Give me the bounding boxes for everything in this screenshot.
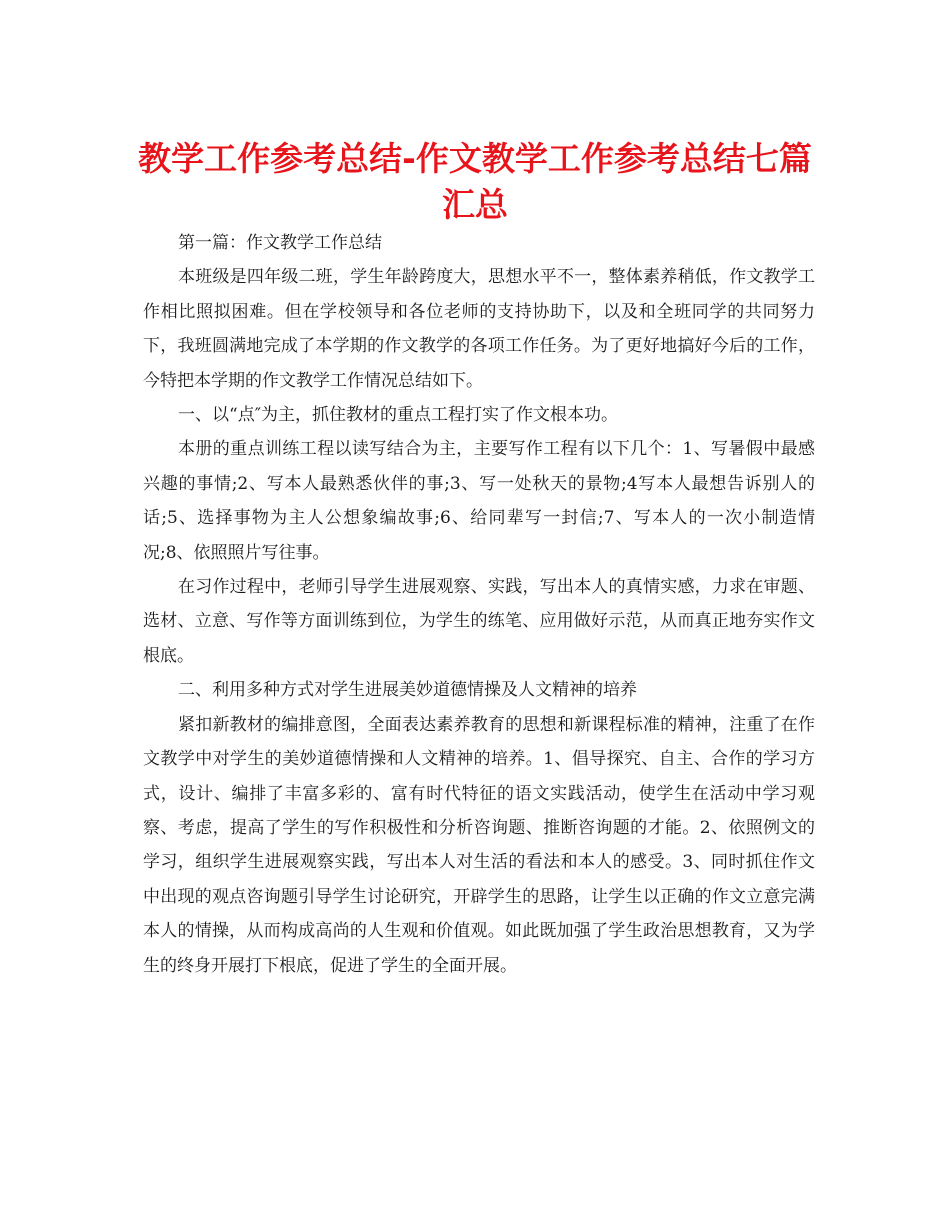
document-title: 教学工作参考总结-作文教学工作参考总结七篇汇总 bbox=[138, 139, 812, 224]
section-heading-part-one: 第一篇：作文教学工作总结 bbox=[178, 233, 382, 253]
body-paragraph: 本班级是四年级二班，学生年龄跨度大，思想水平不一，整体素养稍低，作文教学工作相比照拟困难。但在学校领导和各位老师的支持协助下，以及和全班同学的共同努力下，我班圆满地完成了本学期的作文教学的各项工作任务。为了更好地搞好今后的工作，今特把本学期的作文教学工作情况总结如下。 bbox=[143, 267, 815, 391]
section-heading-one: 一、以“点″为主，抓住教材的重点工程打实了作文根本功。 bbox=[178, 405, 619, 426]
body-paragraph: 在习作过程中，老师引导学生进展观察、实践，写出本人的真情实感，力求在审题、选材、立意、写作等方面训练到位，为学生的练笔、应用做好示范，从而真正地夯实作文根底。 bbox=[143, 577, 815, 666]
document-body bbox=[143, 226, 815, 983]
section-heading-two: 二、利用多种方式对学生进展美妙道德情操及人文精神的培养 bbox=[178, 680, 637, 701]
body-paragraph: 本册的重点训练工程以读写结合为主，主要写作工程有以下几个：1、写暑假中最感兴趣的事情;2、写本人最熟悉伙伴的事;3、写一处秋天的景物;4写本人最想告诉别人的话;5、选择事物为主人公想象编故事;6、给同辈写一封信;7、写本人的一次小制造情况;8、依照照片写往事。 bbox=[143, 439, 815, 563]
body-paragraph: 紧扣新教材的编排意图，全面表达素养教育的思想和新课程标准的精神，注重了在作文教学中对学生的美妙道德情操和人文精神的培养。1、倡导探究、自主、合作的学习方式，设计、编排了丰富多彩的、富有时代特征的语文实践活动，使学生在活动中学习观察、考虑，提高了学生的写作积极性和分析咨询题、推断咨询题的才能。2、依照例文的学习，组织学生进展观察实践，写出本人对生活的看法和本人的感受。3、同时抓住作文中出现的观点咨询题引导学生讨论研究，开辟学生的思路，让学生以正确的作文立意完满本人的情操，从而构成高尚的人生观和价值观。如此既加强了学生政治思想教育，又为学生的终身开展打下根底，促进了学生的全面开展。 bbox=[143, 714, 815, 976]
